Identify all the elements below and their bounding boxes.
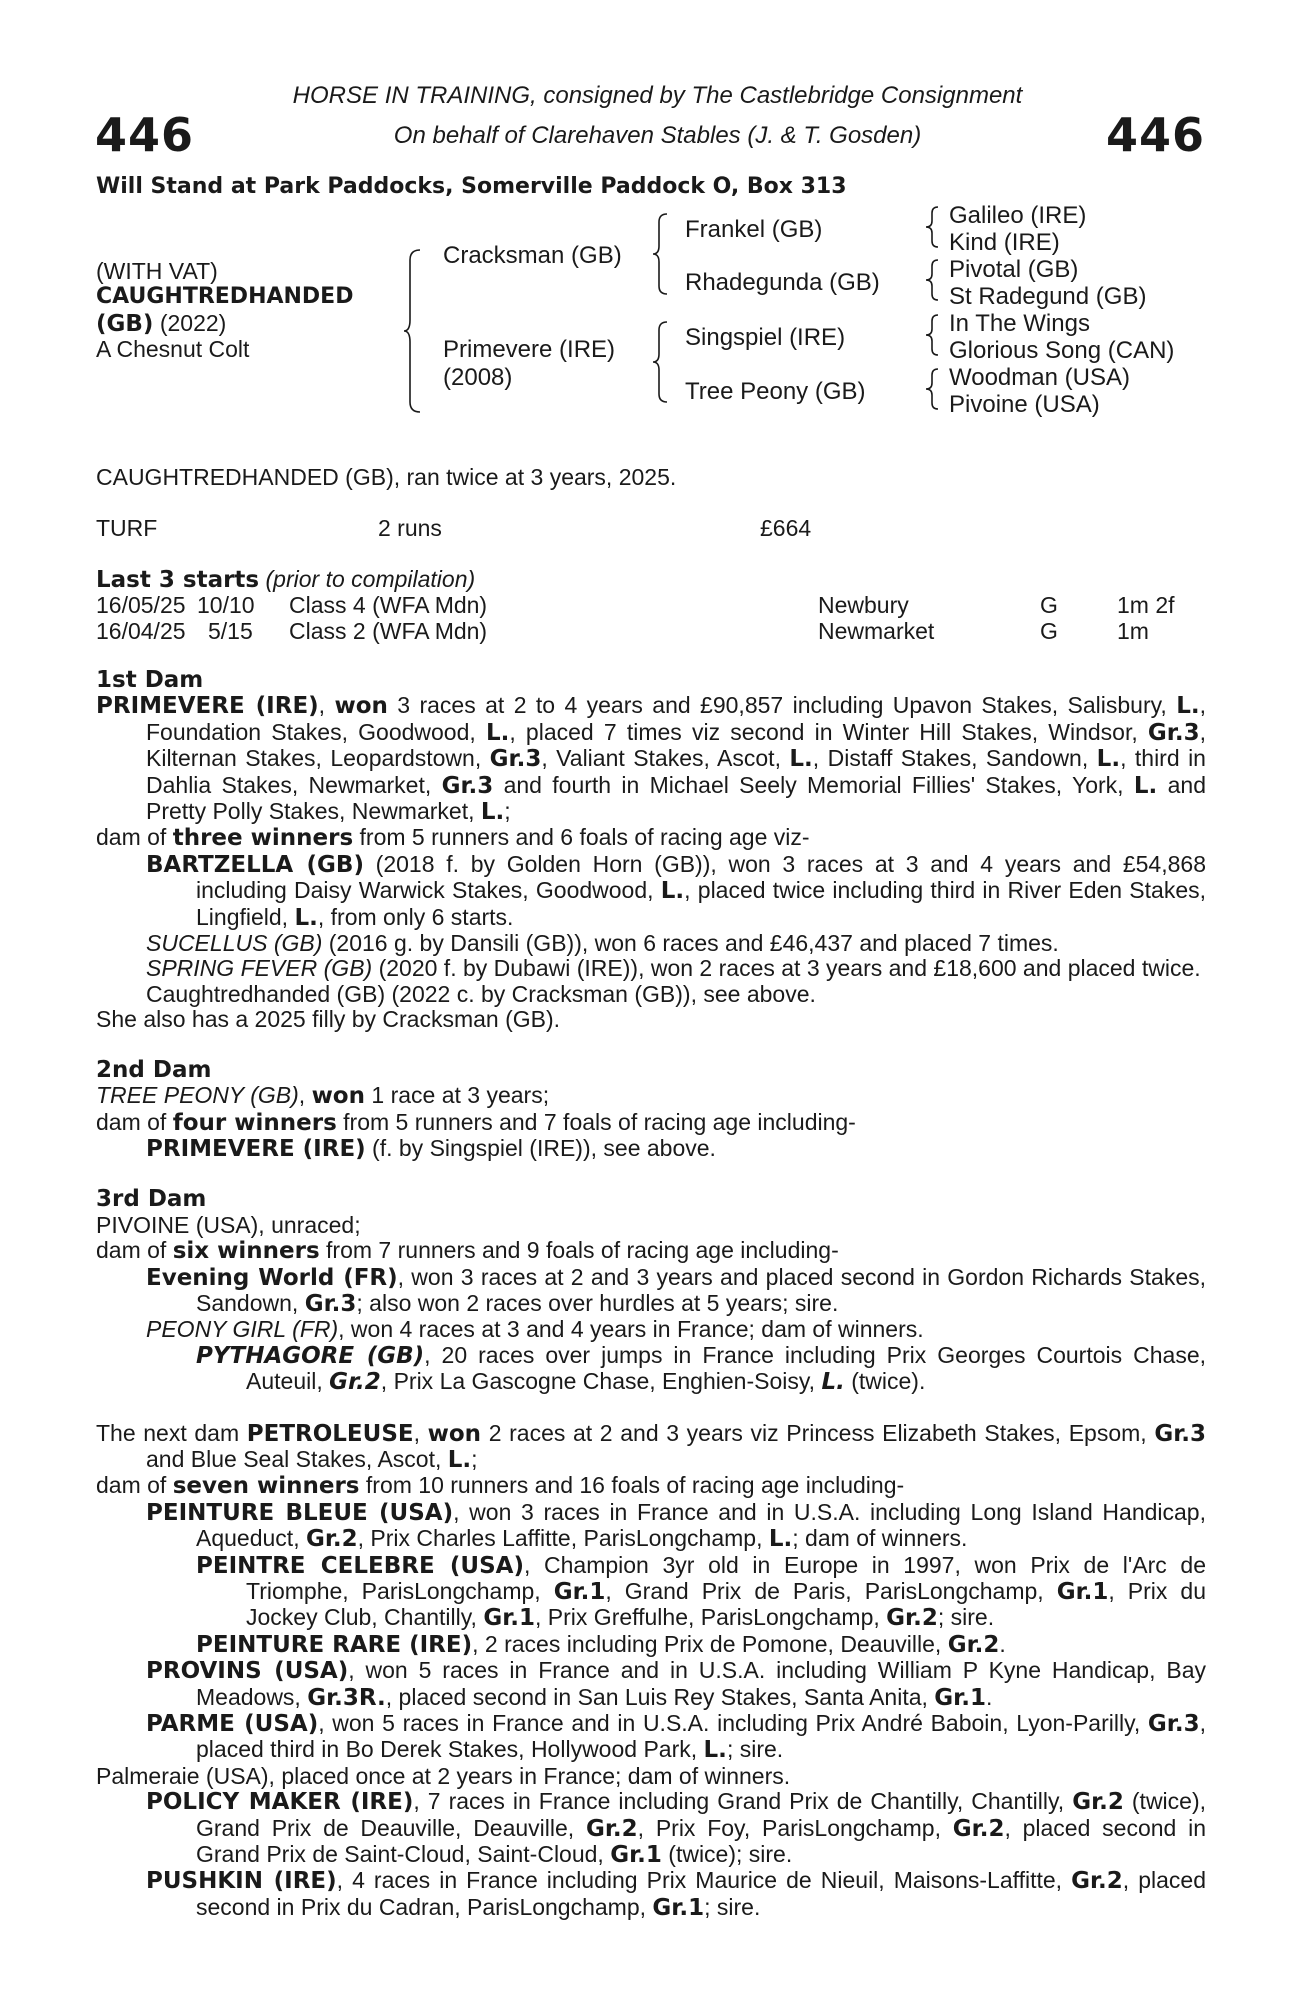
grade: Gr.1 [483,1605,536,1632]
grade: L. [1176,693,1200,720]
start-row-2-going: G [1040,618,1058,644]
progeny-name: PARME (USA) [146,1711,319,1738]
grade: L. [447,1446,472,1473]
progeny-name: Evening World (FR) [146,1264,398,1291]
dam3-heading: 3rd Dam [96,1186,207,1213]
grade: L. [703,1737,727,1764]
progeny-text: , won 4 races at 3 and 4 years in France; dam of winners. [338,1316,924,1343]
next-dam-t2: and Blue Seal Stakes, Ascot, [146,1445,448,1472]
grade: L. [768,1526,793,1553]
progeny-text: , 20 races over jumps in France including Prix Georges Courtois Chase, Auteuil, [246,1341,1207,1395]
dam1-t5: , Valiant Stakes, Ascot, [541,745,790,772]
dam1-t6: , Distaff Stakes, Sandown, [812,745,1097,772]
dam1-t3: , placed 7 times viz second in Winter Hill Stakes, Windsor, [509,718,1148,745]
progeny-text: , placed twice including third in River Eden Stakes, Lingfield, [196,877,1206,930]
next-dam-t3: ; [471,1445,478,1472]
start-row-1-going: G [1040,592,1058,618]
dam3-progeny-2 [146,1317,1206,1342]
dam1-name: PRIMEVERE (IRE) [96,693,319,720]
grade: Gr.2 [947,1631,1000,1658]
lot-number-left: 446 [95,108,195,162]
next-dam-entry-4 [146,1658,1206,1711]
start-row-1-date: 16/05/25 [96,592,186,618]
dam1-also: She also has a 2025 filly by Cracksman (GB). [96,1006,561,1033]
next-dam-entry-1 [146,1500,1206,1553]
pedigree-sire-sire: Frankel (GB) [685,216,823,243]
pedigree-bracket-ds [926,313,940,357]
vat-label: (WITH VAT) [96,258,218,284]
progeny-text: (2020 f. by Dubawi (IRE)), won 2 races at 3 years and £18,600 and placed twice. [372,955,1201,982]
pedigree-bracket-main [404,248,424,414]
horse-name: CAUGHTREDHANDED [96,284,354,309]
grade: Gr.3 [304,1290,357,1317]
progeny-text: (twice). [844,1368,926,1395]
progeny-text: , placed third in Bo Derek Stakes, Hollywood Park, [196,1710,1206,1763]
next-dam-record: The next dam PETROLEUSE, won 2 races at 2 and 3 years viz Princess Elizabeth Stakes, Epsom, Gr.3 and Blue Seal Stakes, Ascot, L.; [96,1419,1206,1473]
dam1-record: PRIMEVERE (IRE), won 3 races at 2 to 4 years and £90,857 including Upavon Stakes, Salisbury, L., Foundation Stakes, Goodwood, L., placed 7 times viz second in Winter Hill Stakes, Windsor, Gr.3, Kilternan Stakes, Leopardstown, Gr.3, Valiant Stakes, Ascot, L., Distaff Stakes, Sandown, L., third in Dahlia Stakes, Newmarket, Gr.3 and fourth in Michael Seely Memorial Fillies' Stakes, York, L. and Pretty Polly Stakes, Newmarket, L.; [96,692,1207,826]
dam1-t4: , Kilternan Stakes, Leopardstown, [146,718,1206,772]
progeny-text: , from only 6 starts. [317,903,514,930]
grade: Gr.2 [886,1605,938,1632]
pedigree-bracket-dd [926,367,940,411]
progeny-text: , placed second in Grand Prix de Saint-Cloud, Saint-Cloud, [196,1814,1207,1868]
pedigree-body [96,668,1206,1921]
progeny-name: PROVINS (USA) [146,1658,349,1685]
dam3-progeny-1 [146,1265,1206,1318]
progeny-text: , 7 races in France including Grand Prix de Chantilly, Chantilly, [413,1788,1073,1815]
next-dam-entry-6: Palmeraie (USA), placed once at 2 years in France; dam of winners. [96,1762,791,1789]
progeny-text: , won 5 races in France and in U.S.A. including William P Kyne Handicap, Bay Meadows, [196,1657,1206,1710]
dam2-dam-of-count: four winners [172,1109,337,1136]
start-row-2-course: Newmarket [818,618,935,644]
progeny-text: ; dam of winners. [792,1525,968,1552]
dam1-heading: 1st Dam [96,667,204,693]
grade: Gr.2 [1071,1868,1123,1895]
grade: L. [1096,746,1121,773]
grade: L. [660,878,685,905]
horse-country-year [96,310,226,337]
pedigree-bracket-sd [926,258,940,302]
pedigree-sire: Cracksman (GB) [443,242,622,269]
progeny-text: , Prix du Jockey Club, Chantilly, [246,1578,1206,1631]
pedigree-bracket-ss [926,205,940,249]
pedigree-dsd: Glorious Song (CAN) [949,337,1175,364]
progeny-text: ; sire. [726,1736,784,1763]
progeny-text: , 4 races in France including Prix Maurice de Nieuil, Maisons-Laffitte, [336,1867,1072,1894]
last-starts-title: Last 3 starts [96,567,260,593]
grade: Gr.2 [329,1369,381,1396]
grade: Gr.1 [1056,1579,1109,1605]
grade: Gr.2 [305,1526,358,1553]
progeny-text: , Prix Foy, ParisLongchamp, [637,1814,953,1841]
pedigree-dam-dam: Tree Peony (GB) [685,378,866,405]
grade: Gr.3 [441,772,494,799]
pedigree-sdd: St Radegund (GB) [949,283,1147,310]
progeny-text: , Prix Greffulhe, ParisLongchamp, [535,1604,887,1631]
progeny-text: . [999,1630,1006,1657]
progeny-text: , placed second in San Luis Rey Stakes, Santa Anita, [385,1683,935,1710]
dam1-progeny-2 [146,931,1206,956]
start-row-1-dist: 1m 2f [1117,592,1175,618]
turf-prize: £664 [760,515,812,541]
grade: Gr.2 [585,1815,638,1842]
progeny-name: PEONY GIRL (FR) [146,1316,339,1343]
dam1-t10: ; [504,798,511,825]
progeny-text: ; sire. [704,1893,761,1920]
progeny-name: PEINTURE RARE (IRE) [196,1631,473,1658]
dam3-record: PIVOINE (USA), unraced; [96,1211,361,1238]
start-row-1-course: Newbury [818,592,909,618]
pedigree-dam-year: (2008) [443,364,513,391]
progeny-text: (twice); sire. [661,1841,793,1868]
grade: Gr.3 [1147,719,1200,746]
grade: Gr.1 [652,1894,705,1921]
horse-year: (2022) [159,310,227,336]
grade: Gr.2 [1072,1789,1124,1816]
dam1-dam-of-pre: dam of [96,824,173,851]
progeny-text: (2018 f. by Golden Horn (GB)), won 3 races at 3 and 4 years and £54,868 including Daisy Warwick Stakes, Goodwood, [196,850,1206,904]
turf-runs: 2 runs [378,515,442,541]
dam1-progeny-4: Caughtredhanded (GB) (2022 c. by Cracksman (GB)), see above. [146,980,816,1007]
grade: Gr.1 [934,1684,986,1711]
dam2-name: TREE PEONY (GB) [96,1082,299,1109]
next-dam-entry-5 [146,1711,1206,1764]
dam2-dam-of-post: from 5 runners and 7 foals of racing age including- [336,1108,856,1135]
pedigree-sds: Pivotal (GB) [949,256,1079,283]
dam1-progeny-1 [146,852,1206,931]
start-row-2-race: Class 2 (WFA Mdn) [289,618,488,644]
next-dam-entry-7 [146,1789,1206,1868]
dam2-record: TREE PEONY (GB), won 1 race at 3 years; [96,1082,550,1110]
progeny-text: , Prix Charles Laffitte, ParisLongchamp, [357,1525,769,1552]
dam1-dam-of-post: from 5 runners and 6 foals of racing age viz- [353,824,810,851]
pedigree-ddd: Pivoine (USA) [949,391,1100,418]
pedigree-sire-dam: Rhadegunda (GB) [685,269,880,296]
progeny-text: , placed second in Prix du Cadran, ParisLongchamp, [196,1867,1206,1920]
dam3-dam-of-pre: dam of [96,1237,173,1264]
dam2-progeny-1 [146,1136,1206,1162]
pedigree-bracket-sire [653,212,673,296]
turf-label: TURF [96,515,158,541]
next-dam-entry-8 [146,1868,1206,1921]
progeny-name: PRIMEVERE (IRE) [146,1135,366,1162]
progeny-name: PEINTRE CELEBRE (USA) [196,1552,524,1579]
grade: Gr.1 [553,1579,606,1605]
start-row-2-pos: 5/15 [208,618,253,644]
horse-description: A Chesnut Colt [96,336,250,362]
dam3-dam-of-count: six winners [172,1238,320,1265]
dam1-text: 3 races at 2 to 4 years and £90,857 including Upavon Stakes, Salisbury, [387,692,1177,719]
spacer [96,1033,1206,1058]
next-dam-won: won [427,1420,482,1447]
grade: L. [821,1369,845,1396]
progeny-text: (2016 g. by Dansili (GB)), won 6 races and £46,437 and placed 7 times. [322,930,1059,957]
spacer [96,1162,1206,1187]
next-dam-dam-of-post: from 10 runners and 16 foals of racing age including- [359,1472,905,1499]
location-line: Will Stand at Park Paddocks, Somerville Paddock O, Box 313 [96,174,847,199]
pedigree-dam: Primevere (IRE) [443,336,616,363]
dam3-dam-of [96,1238,1206,1264]
grade: Gr.3R. [307,1684,386,1711]
start-row-1-pos: 10/10 [197,592,255,618]
progeny-name: PUSHKIN (IRE) [146,1868,337,1895]
dam2-dam-of-pre: dam of [96,1108,173,1135]
dam1-t9: and Pretty Polly Stakes, Newmarket, [146,771,1207,825]
progeny-name: SPRING FEVER (GB) [146,955,373,982]
progeny-text: , Prix La Gascogne Chase, Enghien-Soisy, [380,1368,822,1395]
pedigree-dam-sire: Singspiel (IRE) [685,324,846,351]
grade: Gr.3 [489,746,542,773]
dam2-dam-of [96,1110,1206,1136]
progeny-text: . [985,1683,993,1710]
next-dam-dam-of-pre: dam of [96,1472,173,1499]
grade: L. [294,904,318,931]
pedigree-bracket-dam [653,320,673,404]
dam3-grandprogeny-1 [196,1343,1206,1396]
start-row-2-dist: 1m [1117,618,1149,644]
progeny-text: , Grand Prix de Paris, ParisLongchamp, [605,1578,1057,1604]
last-starts-note: (prior to compilation) [265,566,476,592]
next-dam-entry-3 [196,1632,1206,1658]
start-row-2-date: 16/04/25 [96,618,186,644]
progeny-text: ; sire. [937,1604,995,1631]
grade: L. [1133,772,1158,799]
progeny-text: , 2 races including Prix de Pomone, Deauville, [472,1630,948,1657]
horse-country: (GB) [96,311,154,337]
dam1-progeny-3 [146,956,1206,981]
progeny-name: PEINTURE BLEUE (USA) [146,1499,454,1526]
dam2-heading: 2nd Dam [96,1056,212,1083]
next-dam-text: 2 races at 2 and 3 years viz Princess Elizabeth Stakes, Epsom, [481,1419,1155,1446]
progeny-name: BARTZELLA (GB) [146,851,364,878]
next-dam-dam-of-count: seven winners [172,1473,360,1500]
start-row-1-race: Class 4 (WFA Mdn) [289,592,488,618]
grade: L. [480,799,505,826]
progeny-text: (f. by Singspiel (IRE)), see above. [365,1134,716,1161]
grade: L. [789,746,813,773]
dam2-text: 1 race at 3 years; [365,1082,550,1109]
progeny-name: SUCELLUS (GB) [146,930,323,957]
progeny-text: , Champion 3yr old in Europe in 1997, won Prix de l'Arc de Triomphe, ParisLongchamp, [246,1551,1207,1604]
next-dam-pre: The next dam [96,1419,247,1446]
dam2-won: won [311,1083,365,1110]
progeny-text: ; also won 2 races over hurdles at 5 years; sire. [356,1289,839,1316]
lot-number-right: 446 [1105,108,1205,162]
dam1-won: won [334,693,388,720]
next-dam-dam-of [96,1473,1206,1499]
on-behalf-line: On behalf of Clarehaven Stables (J. & T. Gosden) [393,122,922,149]
progeny-text: (twice), Grand Prix de Deauville, Deauville, [196,1788,1207,1841]
pedigree-ssd: Kind (IRE) [949,229,1060,256]
consignor-line: HORSE IN TRAINING, consigned by The Castlebridge Consignment [292,82,1023,109]
dam1-t2: , Foundation Stakes, Goodwood, [146,692,1206,745]
progeny-text: , won 3 races at 2 and 3 years and placed second in Gordon Richards Stakes, Sandown, [196,1263,1206,1316]
dam1-dam-of [96,825,1206,851]
progeny-name: POLICY MAKER (IRE) [146,1789,414,1816]
pedigree-dss: In The Wings [949,310,1090,337]
dam3-dam-of-post: from 7 runners and 9 foals of racing age including- [319,1237,839,1264]
grade: L. [485,719,510,746]
last-starts-heading [96,566,475,593]
grade: Gr.3 [1154,1420,1206,1447]
progeny-text: , won 5 races in France and in U.S.A. including Prix André Baboin, Lyon-Parilly, [318,1710,1148,1737]
pedigree-dds: Woodman (USA) [949,364,1130,391]
dam1-dam-of-count: three winners [172,825,354,852]
grade: Gr.3 [1147,1711,1200,1738]
dam1-t8: and fourth in Michael Seely Memorial Fillies' Stakes, York, [493,771,1134,798]
pedigree-sss: Galileo (IRE) [949,202,1087,229]
progeny-name: PYTHAGORE (GB) [196,1342,425,1369]
dam1-t7: , third in Dahlia Stakes, Newmarket, [146,745,1206,798]
grade: Gr.1 [610,1842,662,1869]
spacer [96,1396,1206,1421]
grade: Gr.2 [952,1815,1005,1842]
race-summary: CAUGHTREDHANDED (GB), ran twice at 3 years, 2025. [96,464,677,490]
next-dam-entry-2 [196,1553,1206,1632]
progeny-text: , won 3 races in France and in U.S.A. including Long Island Handicap, Aqueduct, [196,1498,1206,1552]
next-dam-name: PETROLEUSE [246,1420,414,1447]
